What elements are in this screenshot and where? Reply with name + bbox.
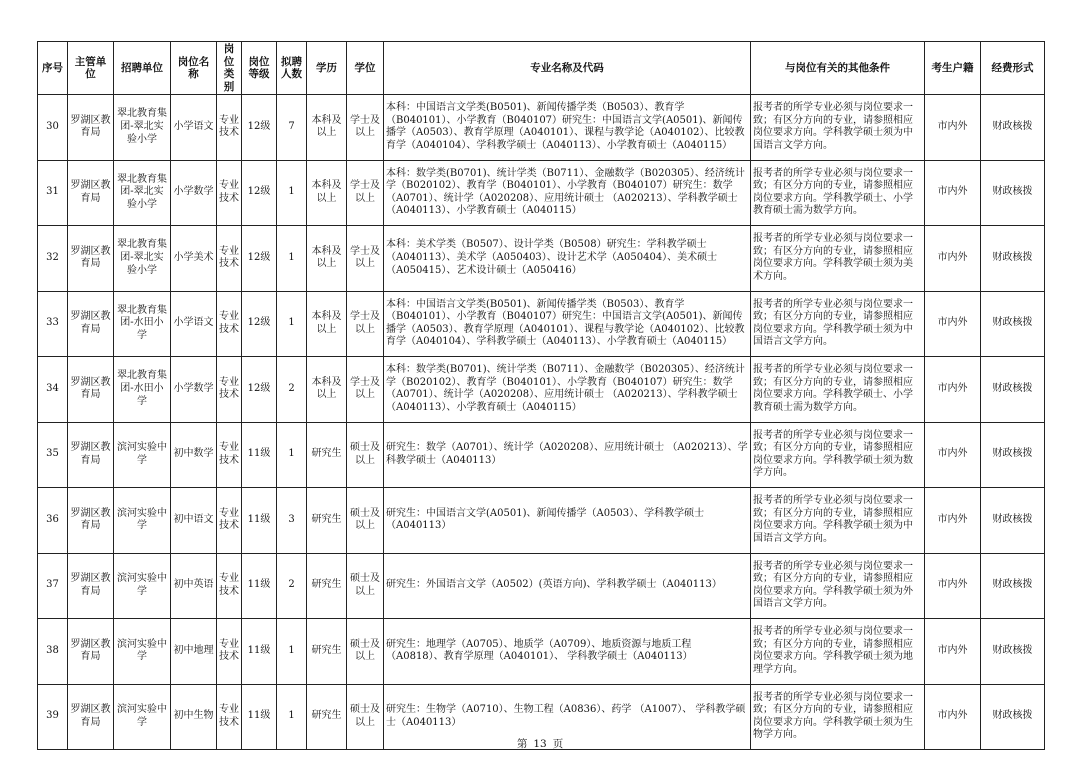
- header-cell: 序号: [38, 42, 68, 95]
- other-conditions: 报考者的所学专业必须与岗位要求一致；有区分方向的专业，请参照相应岗位要求方向。学科教学硕士须为数学方向。: [751, 422, 925, 488]
- hire-count: 2: [277, 553, 307, 619]
- major-requirements: 本科：中国语言文学类(B0501)、新闻传播学类（B0503）、教育学（B040101）、小学教育（B040107）研究生：中国语言文学(A0501)、新闻传播学（A0503）、教育学原理（A040101）、课程与教学论（A040102）、比较教育学（A040104）、学科教学硕士（A040113）、小学教育硕士（A040115）: [384, 95, 751, 161]
- recruiting-unit: 滨河实验中学: [114, 422, 171, 488]
- serial-number: 39: [38, 684, 68, 750]
- post-category: 专业技术: [217, 226, 242, 292]
- education: 研究生: [307, 684, 347, 750]
- post-category: 专业技术: [217, 291, 242, 357]
- hire-count: 7: [277, 95, 307, 161]
- household-registration: 市内外: [925, 488, 981, 554]
- major-requirements: 本科：美术学类（B0507）、设计学类（B0508）研究生：学科教学硕士（A040113）、美术学（A050403）、设计艺术学（A050404）、美术硕士（A050415）、艺术设计硕士（A050416）: [384, 226, 751, 292]
- degree: 学士及以上: [347, 357, 384, 423]
- degree: 硕士及以上: [347, 488, 384, 554]
- other-conditions: 报考者的所学专业必须与岗位要求一致；有区分方向的专业，请参照相应岗位要求方向。学科教学硕士、小学教育硕士需为数学方向。: [751, 357, 925, 423]
- header-row: [38, 42, 1045, 95]
- funding-type: 财政核拨: [981, 291, 1045, 357]
- other-conditions: 报考者的所学专业必须与岗位要求一致；有区分方向的专业，请参照相应岗位要求方向。学科教学硕士须为中国语言文学方向。: [751, 95, 925, 161]
- degree: 学士及以上: [347, 291, 384, 357]
- funding-type: 财政核拨: [981, 488, 1045, 554]
- recruiting-unit: 翠北教育集团-水田小学: [114, 357, 171, 423]
- household-registration: 市内外: [925, 357, 981, 423]
- table-row: [38, 488, 1045, 554]
- major-requirements: 研究生：外国语言文学（A0502）(英语方向)、学科教学硕士（A040113）: [384, 553, 751, 619]
- supervising-dept: 罗湖区教育局: [68, 422, 114, 488]
- header-cell: 拟聘人数: [277, 42, 307, 95]
- header-cell: 岗位名称: [171, 42, 217, 95]
- table-row: [38, 160, 1045, 226]
- other-conditions: 报考者的所学专业必须与岗位要求一致；有区分方向的专业，请参照相应岗位要求方向。学科教学硕士须为中国语言文学方向。: [751, 291, 925, 357]
- recruiting-unit: 翠北教育集团-翠北实验小学: [114, 226, 171, 292]
- funding-type: 财政核拨: [981, 226, 1045, 292]
- post-level: 12级: [242, 226, 277, 292]
- recruiting-unit: 翠北教育集团-翠北实验小学: [114, 95, 171, 161]
- degree: 学士及以上: [347, 226, 384, 292]
- post-category: 专业技术: [217, 422, 242, 488]
- funding-type: 财政核拨: [981, 357, 1045, 423]
- post-level: 12级: [242, 95, 277, 161]
- household-registration: 市内外: [925, 684, 981, 750]
- funding-type: 财政核拨: [981, 619, 1045, 685]
- funding-type: 财政核拨: [981, 160, 1045, 226]
- post-name: 小学数学: [171, 160, 217, 226]
- other-conditions: 报考者的所学专业必须与岗位要求一致；有区分方向的专业，请参照相应岗位要求方向。学科教学硕士须为美术方向。: [751, 226, 925, 292]
- post-level: 11级: [242, 422, 277, 488]
- household-registration: 市内外: [925, 553, 981, 619]
- serial-number: 33: [38, 291, 68, 357]
- post-level: 11级: [242, 619, 277, 685]
- serial-number: 37: [38, 553, 68, 619]
- other-conditions: 报考者的所学专业必须与岗位要求一致；有区分方向的专业，请参照相应岗位要求方向。学科教学硕士须为中国语言文学方向。: [751, 488, 925, 554]
- serial-number: 36: [38, 488, 68, 554]
- education: 研究生: [307, 553, 347, 619]
- hire-count: 1: [277, 422, 307, 488]
- major-requirements: 本科：中国语言文学类(B0501)、新闻传播学类（B0503）、教育学（B040101）、小学教育（B040107）研究生：中国语言文学(A0501)、新闻传播学（A0503）、教育学原理（A040101）、课程与教学论（A040102）、比较教育学（A040104）、学科教学硕士（A040113）、小学教育硕士（A040115）: [384, 291, 751, 357]
- page-number-footer: [0, 736, 1080, 751]
- education: 本科及以上: [307, 95, 347, 161]
- hire-count: 1: [277, 684, 307, 750]
- household-registration: 市内外: [925, 291, 981, 357]
- post-name: 小学语文: [171, 95, 217, 161]
- serial-number: 38: [38, 619, 68, 685]
- education: 研究生: [307, 619, 347, 685]
- other-conditions: 报考者的所学专业必须与岗位要求一致；有区分方向的专业，请参照相应岗位要求方向。学科教学硕士、小学教育硕士需为数学方向。: [751, 160, 925, 226]
- header-cell: 经费形式: [981, 42, 1045, 95]
- table-row: [38, 95, 1045, 161]
- post-name: 初中地理: [171, 619, 217, 685]
- recruiting-unit: 滨河实验中学: [114, 619, 171, 685]
- supervising-dept: 罗湖区教育局: [68, 160, 114, 226]
- serial-number: 30: [38, 95, 68, 161]
- household-registration: 市内外: [925, 619, 981, 685]
- recruiting-unit: 滨河实验中学: [114, 488, 171, 554]
- major-requirements: 研究生：生物学（A0710）、生物工程（A0836）、药学 （A1007）、 学科教学硕士（A040113）: [384, 684, 751, 750]
- recruitment-table: [37, 41, 1045, 750]
- post-level: 12级: [242, 291, 277, 357]
- post-category: 专业技术: [217, 95, 242, 161]
- household-registration: 市内外: [925, 422, 981, 488]
- table-row: [38, 357, 1045, 423]
- education: 本科及以上: [307, 160, 347, 226]
- degree: 学士及以上: [347, 95, 384, 161]
- post-level: 11级: [242, 684, 277, 750]
- post-name: 小学语文: [171, 291, 217, 357]
- serial-number: 31: [38, 160, 68, 226]
- table-row: [38, 553, 1045, 619]
- post-name: 初中数学: [171, 422, 217, 488]
- hire-count: 1: [277, 291, 307, 357]
- table-row: [38, 291, 1045, 357]
- household-registration: 市内外: [925, 226, 981, 292]
- page-number: 13: [533, 738, 547, 750]
- funding-type: 财政核拨: [981, 553, 1045, 619]
- post-category: 专业技术: [217, 619, 242, 685]
- post-category: 专业技术: [217, 488, 242, 554]
- degree: 硕士及以上: [347, 684, 384, 750]
- header-cell: 与岗位有关的其他条件: [751, 42, 925, 95]
- serial-number: 35: [38, 422, 68, 488]
- education: 本科及以上: [307, 357, 347, 423]
- post-name: 初中语文: [171, 488, 217, 554]
- funding-type: 财政核拨: [981, 684, 1045, 750]
- degree: 硕士及以上: [347, 619, 384, 685]
- major-requirements: 研究生：中国语言文学(A0501)、新闻传播学（A0503）、学科教学硕士（A040113）: [384, 488, 751, 554]
- hire-count: 2: [277, 357, 307, 423]
- header-cell: 学位: [347, 42, 384, 95]
- header-cell: 招聘单位: [114, 42, 171, 95]
- post-level: 11级: [242, 553, 277, 619]
- post-name: 小学数学: [171, 357, 217, 423]
- household-registration: 市内外: [925, 95, 981, 161]
- recruiting-unit: 翠北教育集团-翠北实验小学: [114, 160, 171, 226]
- post-level: 11级: [242, 488, 277, 554]
- post-level: 12级: [242, 357, 277, 423]
- post-category: 专业技术: [217, 357, 242, 423]
- page-suffix: 页: [552, 738, 564, 750]
- supervising-dept: 罗湖区教育局: [68, 95, 114, 161]
- degree: 学士及以上: [347, 160, 384, 226]
- hire-count: 1: [277, 160, 307, 226]
- header-cell: 学历: [307, 42, 347, 95]
- serial-number: 32: [38, 226, 68, 292]
- major-requirements: 研究生：地理学（A0705）、地质学（A0709）、地质资源与地质工程（A0818）、教育学原理（A040101）、 学科教学硕士（A040113）: [384, 619, 751, 685]
- supervising-dept: 罗湖区教育局: [68, 553, 114, 619]
- header-cell: 岗位类别: [217, 42, 242, 95]
- degree: 硕士及以上: [347, 553, 384, 619]
- major-requirements: 研究生：数学（A0701）、统计学（A020208）、应用统计硕士 （A020213）、学科教学硕士（A040113）: [384, 422, 751, 488]
- table-row: [38, 422, 1045, 488]
- hire-count: 1: [277, 226, 307, 292]
- post-category: 专业技术: [217, 553, 242, 619]
- table-row: [38, 619, 1045, 685]
- recruiting-unit: 滨河实验中学: [114, 553, 171, 619]
- major-requirements: 本科：数学类(B0701)、统计学类（B0711）、金融数学（B020305）、经济统计学（B020102）、教育学（B040101）、小学教育（B040107）研究生：数学（A0701）、统计学（A020208）、应用统计硕士 （A020213）、学科教学硕士（A040113）、小学教育硕士（A040115）: [384, 160, 751, 226]
- hire-count: 1: [277, 619, 307, 685]
- table-row: [38, 226, 1045, 292]
- education: 研究生: [307, 488, 347, 554]
- supervising-dept: 罗湖区教育局: [68, 226, 114, 292]
- supervising-dept: 罗湖区教育局: [68, 488, 114, 554]
- header-cell: 考生户籍: [925, 42, 981, 95]
- post-name: 初中生物: [171, 684, 217, 750]
- post-category: 专业技术: [217, 160, 242, 226]
- other-conditions: 报考者的所学专业必须与岗位要求一致；有区分方向的专业，请参照相应岗位要求方向。学科教学硕士须为生物学方向。: [751, 684, 925, 750]
- education: 本科及以上: [307, 226, 347, 292]
- hire-count: 3: [277, 488, 307, 554]
- post-name: 小学美术: [171, 226, 217, 292]
- header-cell: 主管单位: [68, 42, 114, 95]
- other-conditions: 报考者的所学专业必须与岗位要求一致；有区分方向的专业，请参照相应岗位要求方向。学科教学硕士须为外国语言文学方向。: [751, 553, 925, 619]
- education: 本科及以上: [307, 291, 347, 357]
- recruiting-unit: 滨河实验中学: [114, 684, 171, 750]
- post-level: 12级: [242, 160, 277, 226]
- header-cell: 专业名称及代码: [384, 42, 751, 95]
- serial-number: 34: [38, 357, 68, 423]
- page-prefix: 第: [516, 738, 528, 750]
- supervising-dept: 罗湖区教育局: [68, 291, 114, 357]
- household-registration: 市内外: [925, 160, 981, 226]
- supervising-dept: 罗湖区教育局: [68, 357, 114, 423]
- funding-type: 财政核拨: [981, 95, 1045, 161]
- post-category: 专业技术: [217, 684, 242, 750]
- supervising-dept: 罗湖区教育局: [68, 619, 114, 685]
- education: 研究生: [307, 422, 347, 488]
- major-requirements: 本科：数学类(B0701)、统计学类（B0711）、金融数学（B020305）、经济统计学（B020102）、教育学（B040101）、小学教育（B040107）研究生：数学（A0701）、统计学（A020208）、应用统计硕士 （A020213）、学科教学硕士（A040113）、小学教育硕士（A040115）: [384, 357, 751, 423]
- recruiting-unit: 翠北教育集团-水田小学: [114, 291, 171, 357]
- post-name: 初中英语: [171, 553, 217, 619]
- supervising-dept: 罗湖区教育局: [68, 684, 114, 750]
- header-cell: 岗位等级: [242, 42, 277, 95]
- degree: 硕士及以上: [347, 422, 384, 488]
- other-conditions: 报考者的所学专业必须与岗位要求一致；有区分方向的专业，请参照相应岗位要求方向。学科教学硕士须为地理学方向。: [751, 619, 925, 685]
- funding-type: 财政核拨: [981, 422, 1045, 488]
